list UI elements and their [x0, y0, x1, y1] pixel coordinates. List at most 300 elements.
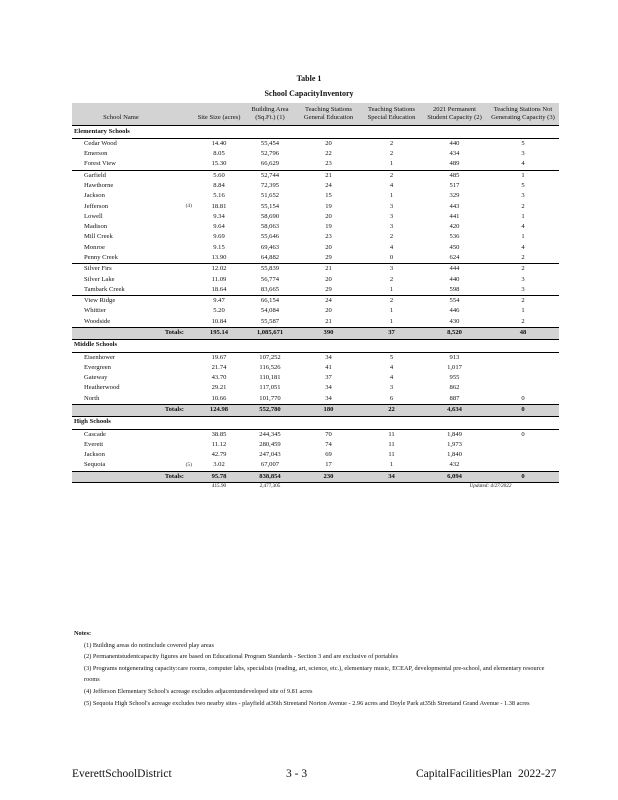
header-building-note: (1) [277, 114, 285, 122]
general-stations: 29 [325, 285, 332, 293]
special-stations: 1 [389, 285, 394, 293]
total-capacity: 6,094 [422, 471, 487, 483]
school-name: North [84, 394, 100, 402]
site-size: 3.02 [213, 461, 225, 469]
capacity-inventory-table [72, 103, 559, 490]
grand-total-site-size: 415.90 [211, 483, 227, 490]
header-building-area-label: Building Area (Sq.Ft.) [251, 106, 289, 122]
special-stations: 2 [361, 138, 422, 149]
header-building-area [244, 103, 296, 125]
site-size: 13.90 [211, 253, 227, 261]
school-name: Jefferson [84, 202, 109, 210]
footnote-ref [170, 170, 194, 181]
general-stations: 19 [325, 223, 332, 231]
site-size: 42.79 [211, 451, 227, 459]
grand-total-spacer [296, 483, 361, 491]
building-area: 55,154 [260, 202, 280, 210]
total-building-area: 1,085,671 [244, 328, 296, 340]
note-item: (5) Sequoia High School's acreage excludes two nearby sites - playfield at36th Streetand Norton Avenue - 2.96 acres and Doyle Park at35th Streetand Grand Avenue - 1.38 acres [84, 699, 530, 707]
table-row [72, 373, 559, 383]
building-area: 54,084 [260, 307, 280, 315]
table-row [72, 202, 559, 212]
building-area: 69,463 [260, 243, 280, 251]
building-area: 52,796 [260, 150, 280, 158]
building-area: 66,154 [244, 296, 296, 307]
site-size: 12.02 [194, 264, 244, 275]
total-capacity: 8,520 [422, 328, 487, 340]
table-row [72, 352, 559, 363]
total-capacity: 4,634 [422, 405, 487, 417]
student-capacity: 1,973 [447, 440, 462, 448]
total-not-generating: 0 [487, 405, 559, 417]
not-generating [487, 384, 559, 394]
site-size: 10.84 [211, 317, 227, 325]
totals-label: Totals: [72, 471, 194, 483]
student-capacity: 598 [449, 285, 460, 293]
school-name: Monroe [84, 243, 105, 251]
school-name: Madison [84, 223, 108, 231]
total-not-generating: 48 [487, 328, 559, 340]
header-school-name: School Name [72, 103, 170, 125]
not-generating: 4 [521, 223, 525, 231]
student-capacity: 1,840 [447, 451, 462, 459]
special-stations: 2 [361, 296, 422, 307]
header-general-education: Teaching Stations General Education [296, 103, 361, 125]
site-size: 11.12 [211, 440, 227, 448]
building-area: 110,181 [259, 374, 281, 382]
table-title: School CapacityInventory [264, 89, 354, 98]
building-area: 244,345 [244, 429, 296, 440]
footnote-ref [170, 317, 194, 328]
table-row [72, 138, 559, 149]
general-stations: 70 [296, 429, 361, 440]
table-row [72, 149, 559, 159]
site-size: 21.74 [211, 363, 227, 371]
table-row [72, 264, 559, 275]
site-size: 38.85 [194, 429, 244, 440]
site-size: 10.66 [211, 394, 227, 402]
general-stations: 41 [325, 363, 332, 371]
building-area: 107,252 [244, 352, 296, 363]
total-general-stations: 230 [296, 471, 361, 483]
section-label: High Schools [74, 418, 111, 426]
student-capacity: 434 [449, 150, 460, 158]
student-capacity: 536 [449, 233, 460, 241]
footnote-ref: (4) [185, 203, 192, 210]
table-row [72, 212, 559, 222]
school-name: Heatherwood [84, 384, 120, 392]
special-stations: 2 [389, 150, 394, 158]
general-stations: 20 [325, 212, 332, 220]
building-area: 67,007 [260, 461, 280, 469]
totals-row [72, 328, 559, 340]
not-generating: 4 [521, 243, 525, 251]
student-capacity: 446 [449, 307, 460, 315]
section-header-row [72, 125, 559, 138]
site-size: 5.60 [194, 170, 244, 181]
student-capacity: 443 [449, 202, 460, 210]
special-stations: 3 [361, 264, 422, 275]
student-capacity: 862 [449, 384, 460, 392]
table-row [72, 440, 559, 450]
header-site-size: Site Size (acres) [194, 103, 244, 125]
building-area: 72,395 [260, 181, 280, 189]
school-name: Jackson [84, 451, 105, 459]
not-generating: 2 [521, 317, 525, 325]
special-stations: 2 [389, 275, 394, 283]
special-stations: 11 [388, 440, 395, 448]
table-row [72, 191, 559, 201]
table-row [72, 307, 559, 317]
student-capacity: 420 [449, 223, 460, 231]
footnote-ref [170, 363, 194, 373]
special-stations: 11 [388, 451, 395, 459]
special-stations: 4 [389, 374, 394, 382]
total-general-stations: 180 [296, 405, 361, 417]
school-name: Mill Creek [84, 233, 113, 241]
school-name: Tambark Creek [84, 285, 125, 293]
building-area: 64,882 [260, 253, 280, 261]
footnote-ref: (5) [185, 461, 192, 468]
general-stations: 23 [325, 233, 332, 241]
notes-section [74, 628, 554, 709]
table-row [72, 317, 559, 328]
school-name: Cedar Wood [72, 138, 170, 149]
site-size: 9.34 [213, 212, 225, 220]
student-capacity: 432 [449, 461, 460, 469]
special-stations: 4 [389, 181, 394, 189]
special-stations: 3 [389, 212, 394, 220]
not-generating: 2 [487, 296, 559, 307]
table-row [72, 450, 559, 460]
general-stations: 34 [296, 352, 361, 363]
general-stations: 17 [325, 461, 332, 469]
not-generating [487, 461, 559, 472]
footnote-ref [170, 212, 194, 222]
school-name: View Ridge [72, 296, 170, 307]
site-size: 9.64 [213, 223, 225, 231]
school-name: Woodside [84, 317, 111, 325]
table-row [72, 181, 559, 191]
student-capacity: 444 [422, 264, 487, 275]
student-capacity: 887 [449, 394, 460, 402]
table-row [72, 233, 559, 243]
grand-total-spacer [72, 483, 194, 491]
site-size: 9.15 [213, 243, 225, 251]
special-stations: 3 [389, 223, 394, 231]
student-capacity: 440 [449, 275, 460, 283]
special-stations: 1 [389, 307, 394, 315]
not-generating: 2 [487, 264, 559, 275]
special-stations: 1 [389, 317, 394, 325]
total-general-stations: 390 [296, 328, 361, 340]
not-generating [487, 450, 559, 460]
student-capacity: 489 [449, 160, 460, 168]
building-area: 101,770 [259, 394, 281, 402]
not-generating: 0 [487, 429, 559, 440]
footnote-ref [170, 275, 194, 285]
header-not-generating [487, 103, 559, 125]
table-row [72, 429, 559, 440]
footnote-ref [170, 181, 194, 191]
not-generating: 3 [521, 285, 525, 293]
general-stations: 21 [296, 170, 361, 181]
totals-row [72, 471, 559, 483]
table-row [72, 363, 559, 373]
student-capacity: 624 [449, 253, 460, 261]
table-number: Table 1 [296, 74, 322, 83]
note-item: (1) Building areas do notinclude covered play areas [84, 641, 214, 649]
building-area: 52,744 [244, 170, 296, 181]
building-area: 247,043 [259, 451, 281, 459]
school-name: Forest View [84, 160, 116, 168]
general-stations: 34 [325, 384, 332, 392]
school-name: Cascade [72, 429, 170, 440]
special-stations: 4 [389, 243, 394, 251]
general-stations: 20 [325, 307, 332, 315]
footnote-ref [170, 149, 194, 159]
total-building-area: 552,780 [244, 405, 296, 417]
footnote-ref [170, 394, 194, 405]
table-row [72, 170, 559, 181]
footnote-ref [170, 191, 194, 201]
table-row [72, 285, 559, 296]
special-stations: 4 [389, 363, 394, 371]
totals-label: Totals: [72, 405, 194, 417]
not-generating: 5 [521, 181, 525, 189]
section-label: Middle Schools [74, 341, 118, 349]
building-area: 280,459 [259, 440, 281, 448]
footnote-ref [170, 285, 194, 296]
not-generating [487, 373, 559, 383]
general-stations: 19 [325, 202, 332, 210]
special-stations: 5 [361, 352, 422, 363]
general-stations: 74 [325, 440, 332, 448]
school-name: Evergreen [84, 363, 111, 371]
student-capacity: 440 [422, 138, 487, 149]
table-row [72, 243, 559, 253]
table-row [72, 384, 559, 394]
total-special-stations: 22 [361, 405, 422, 417]
table-row [72, 461, 559, 472]
general-stations: 69 [325, 451, 332, 459]
header-special-education: Teaching Stations Special Education [361, 103, 422, 125]
note-item: (4) Jefferson Elementary School's acreage excludes adjacentundeveloped site of 9.81 acres [84, 687, 313, 695]
not-generating: 2 [521, 202, 525, 210]
building-area: 66,629 [260, 160, 280, 168]
site-size: 8.84 [213, 181, 225, 189]
footnote-ref [170, 159, 194, 170]
school-name: Sequoia [84, 461, 106, 469]
school-name: Garfield [72, 170, 170, 181]
totals-label: Totals: [72, 328, 194, 340]
building-area: 58,063 [260, 223, 280, 231]
special-stations: 1 [389, 192, 394, 200]
student-capacity: 1,017 [447, 363, 462, 371]
total-building-area: 838,854 [244, 471, 296, 483]
student-capacity: 913 [422, 352, 487, 363]
special-stations: 2 [361, 170, 422, 181]
total-special-stations: 34 [361, 471, 422, 483]
note-item: (2) Permanentstudentcapacity figures are based on Educational Program Standards - Section 3 and are exclusive of portables [84, 653, 399, 661]
section-header-row [72, 416, 559, 429]
general-stations: 22 [325, 150, 332, 158]
general-stations: 37 [325, 374, 332, 382]
site-size: 18.64 [211, 285, 227, 293]
student-capacity: 1,849 [422, 429, 487, 440]
footnote-ref [170, 373, 194, 383]
special-stations: 6 [389, 394, 394, 402]
building-area: 117,051 [259, 384, 281, 392]
section-label: Elementary Schools [74, 127, 130, 135]
footnote-ref [170, 253, 194, 264]
special-stations: 11 [361, 429, 422, 440]
building-area: 55,839 [244, 264, 296, 275]
school-name: Lowell [84, 212, 103, 220]
site-size: 15.30 [211, 160, 227, 168]
footnote-ref [170, 429, 194, 440]
special-stations: 3 [389, 384, 394, 392]
student-capacity: 441 [449, 212, 460, 220]
footnote-ref [170, 233, 194, 243]
site-size: 19.67 [194, 352, 244, 363]
general-stations: 29 [325, 253, 332, 261]
site-size: 11.09 [211, 275, 227, 283]
footer-plan-title: CapitalFacilitiesPlan [416, 768, 512, 780]
special-stations: 1 [389, 461, 394, 469]
special-stations: 1 [389, 160, 394, 168]
school-name: Hawthorne [84, 181, 114, 189]
general-stations: 21 [325, 317, 332, 325]
general-stations: 23 [325, 160, 332, 168]
footnote-ref [170, 450, 194, 460]
table-row [72, 296, 559, 307]
table-row [72, 222, 559, 232]
school-name: Everett [84, 440, 104, 448]
building-area: 56,774 [260, 275, 280, 283]
building-area: 58,690 [260, 212, 280, 220]
general-stations: 21 [296, 264, 361, 275]
footer-page-number: 3 - 3 [286, 768, 308, 780]
student-capacity: 329 [449, 192, 460, 200]
student-capacity: 430 [449, 317, 460, 325]
footnote-ref [170, 296, 194, 307]
site-size: 5.20 [213, 307, 225, 315]
school-name: Eisenhower [72, 352, 170, 363]
not-generating [487, 440, 559, 450]
building-area: 55,587 [260, 317, 280, 325]
general-stations: 24 [296, 296, 361, 307]
student-capacity: 554 [422, 296, 487, 307]
not-generating: 3 [521, 150, 525, 158]
not-generating: 3 [521, 275, 525, 283]
school-name: Whittier [84, 307, 106, 315]
section-header-row [72, 339, 559, 352]
building-area: 55,646 [260, 233, 280, 241]
site-size: 14.40 [194, 138, 244, 149]
school-name: Emerson [84, 150, 108, 158]
site-size: 29.21 [211, 384, 227, 392]
total-site-size: 195.14 [194, 328, 244, 340]
notes-heading: Notes: [74, 630, 92, 637]
general-stations: 34 [325, 394, 332, 402]
total-special-stations: 37 [361, 328, 422, 340]
not-generating: 1 [487, 170, 559, 181]
footnote-ref [170, 264, 194, 275]
not-generating: 1 [521, 212, 525, 220]
special-stations: 2 [389, 233, 394, 241]
general-stations: 24 [325, 181, 332, 189]
grand-total-row [72, 483, 559, 491]
general-stations: 20 [296, 138, 361, 149]
general-stations: 15 [325, 192, 332, 200]
header-student-capacity [422, 103, 487, 125]
footnote-ref [170, 307, 194, 317]
footnote-ref [170, 222, 194, 232]
school-name: Gateway [84, 374, 108, 382]
footnote-ref [170, 440, 194, 450]
not-generating: 1 [521, 233, 525, 241]
table-row [72, 275, 559, 285]
not-generating [487, 363, 559, 373]
school-name: Penny Creek [84, 253, 118, 261]
total-site-size: 95.78 [194, 471, 244, 483]
special-stations: 0 [389, 253, 394, 261]
total-not-generating: 0 [487, 471, 559, 483]
general-stations: 20 [325, 243, 332, 251]
student-capacity: 955 [449, 374, 460, 382]
school-name: Silver Firs [72, 264, 170, 275]
school-name: Silver Lake [84, 275, 115, 283]
site-size: 18.81 [211, 202, 227, 210]
total-site-size: 124.98 [194, 405, 244, 417]
footnote-ref [170, 138, 194, 149]
footer-date: 2022-27 [518, 768, 557, 780]
not-generating: 4 [521, 160, 525, 168]
not-generating: 1 [521, 307, 525, 315]
header-capacity-note: (2) [474, 114, 482, 122]
grand-total-spacer [361, 483, 422, 491]
updated-date: Updated: 4/27/2022 [469, 483, 512, 490]
student-capacity: 517 [449, 181, 460, 189]
not-generating: 3 [521, 192, 525, 200]
footnote-ref [170, 352, 194, 363]
site-size: 9.69 [213, 233, 225, 241]
not-generating: 5 [487, 138, 559, 149]
building-area: 55,454 [244, 138, 296, 149]
site-size: 5.16 [213, 192, 225, 200]
site-size: 9.47 [194, 296, 244, 307]
school-name: Jackson [84, 192, 105, 200]
table-row [72, 253, 559, 264]
not-generating: 0 [521, 394, 525, 402]
student-capacity: 485 [422, 170, 487, 181]
header-not-generating-note: (3) [547, 114, 555, 122]
not-generating: 2 [521, 253, 525, 261]
not-generating [487, 352, 559, 363]
note-item: (3) Programs notgenerating capacity:care rooms, computer labs, specialists (reading, art, science, etc.), elementary music, ECEAP, developmental pre-school, and elementary resource rooms [84, 664, 545, 684]
special-stations: 3 [389, 202, 394, 210]
student-capacity: 450 [449, 243, 460, 251]
building-area: 116,526 [259, 363, 281, 371]
building-area: 83,665 [260, 285, 280, 293]
site-size: 43.70 [211, 374, 227, 382]
table-row [72, 394, 559, 405]
building-area: 51,652 [260, 192, 280, 200]
footnote-ref [170, 384, 194, 394]
grand-total-building-area: 2,477,305 [259, 483, 281, 490]
header-not-generating-label: Teaching Stations Not Generating Capacity [491, 106, 553, 122]
